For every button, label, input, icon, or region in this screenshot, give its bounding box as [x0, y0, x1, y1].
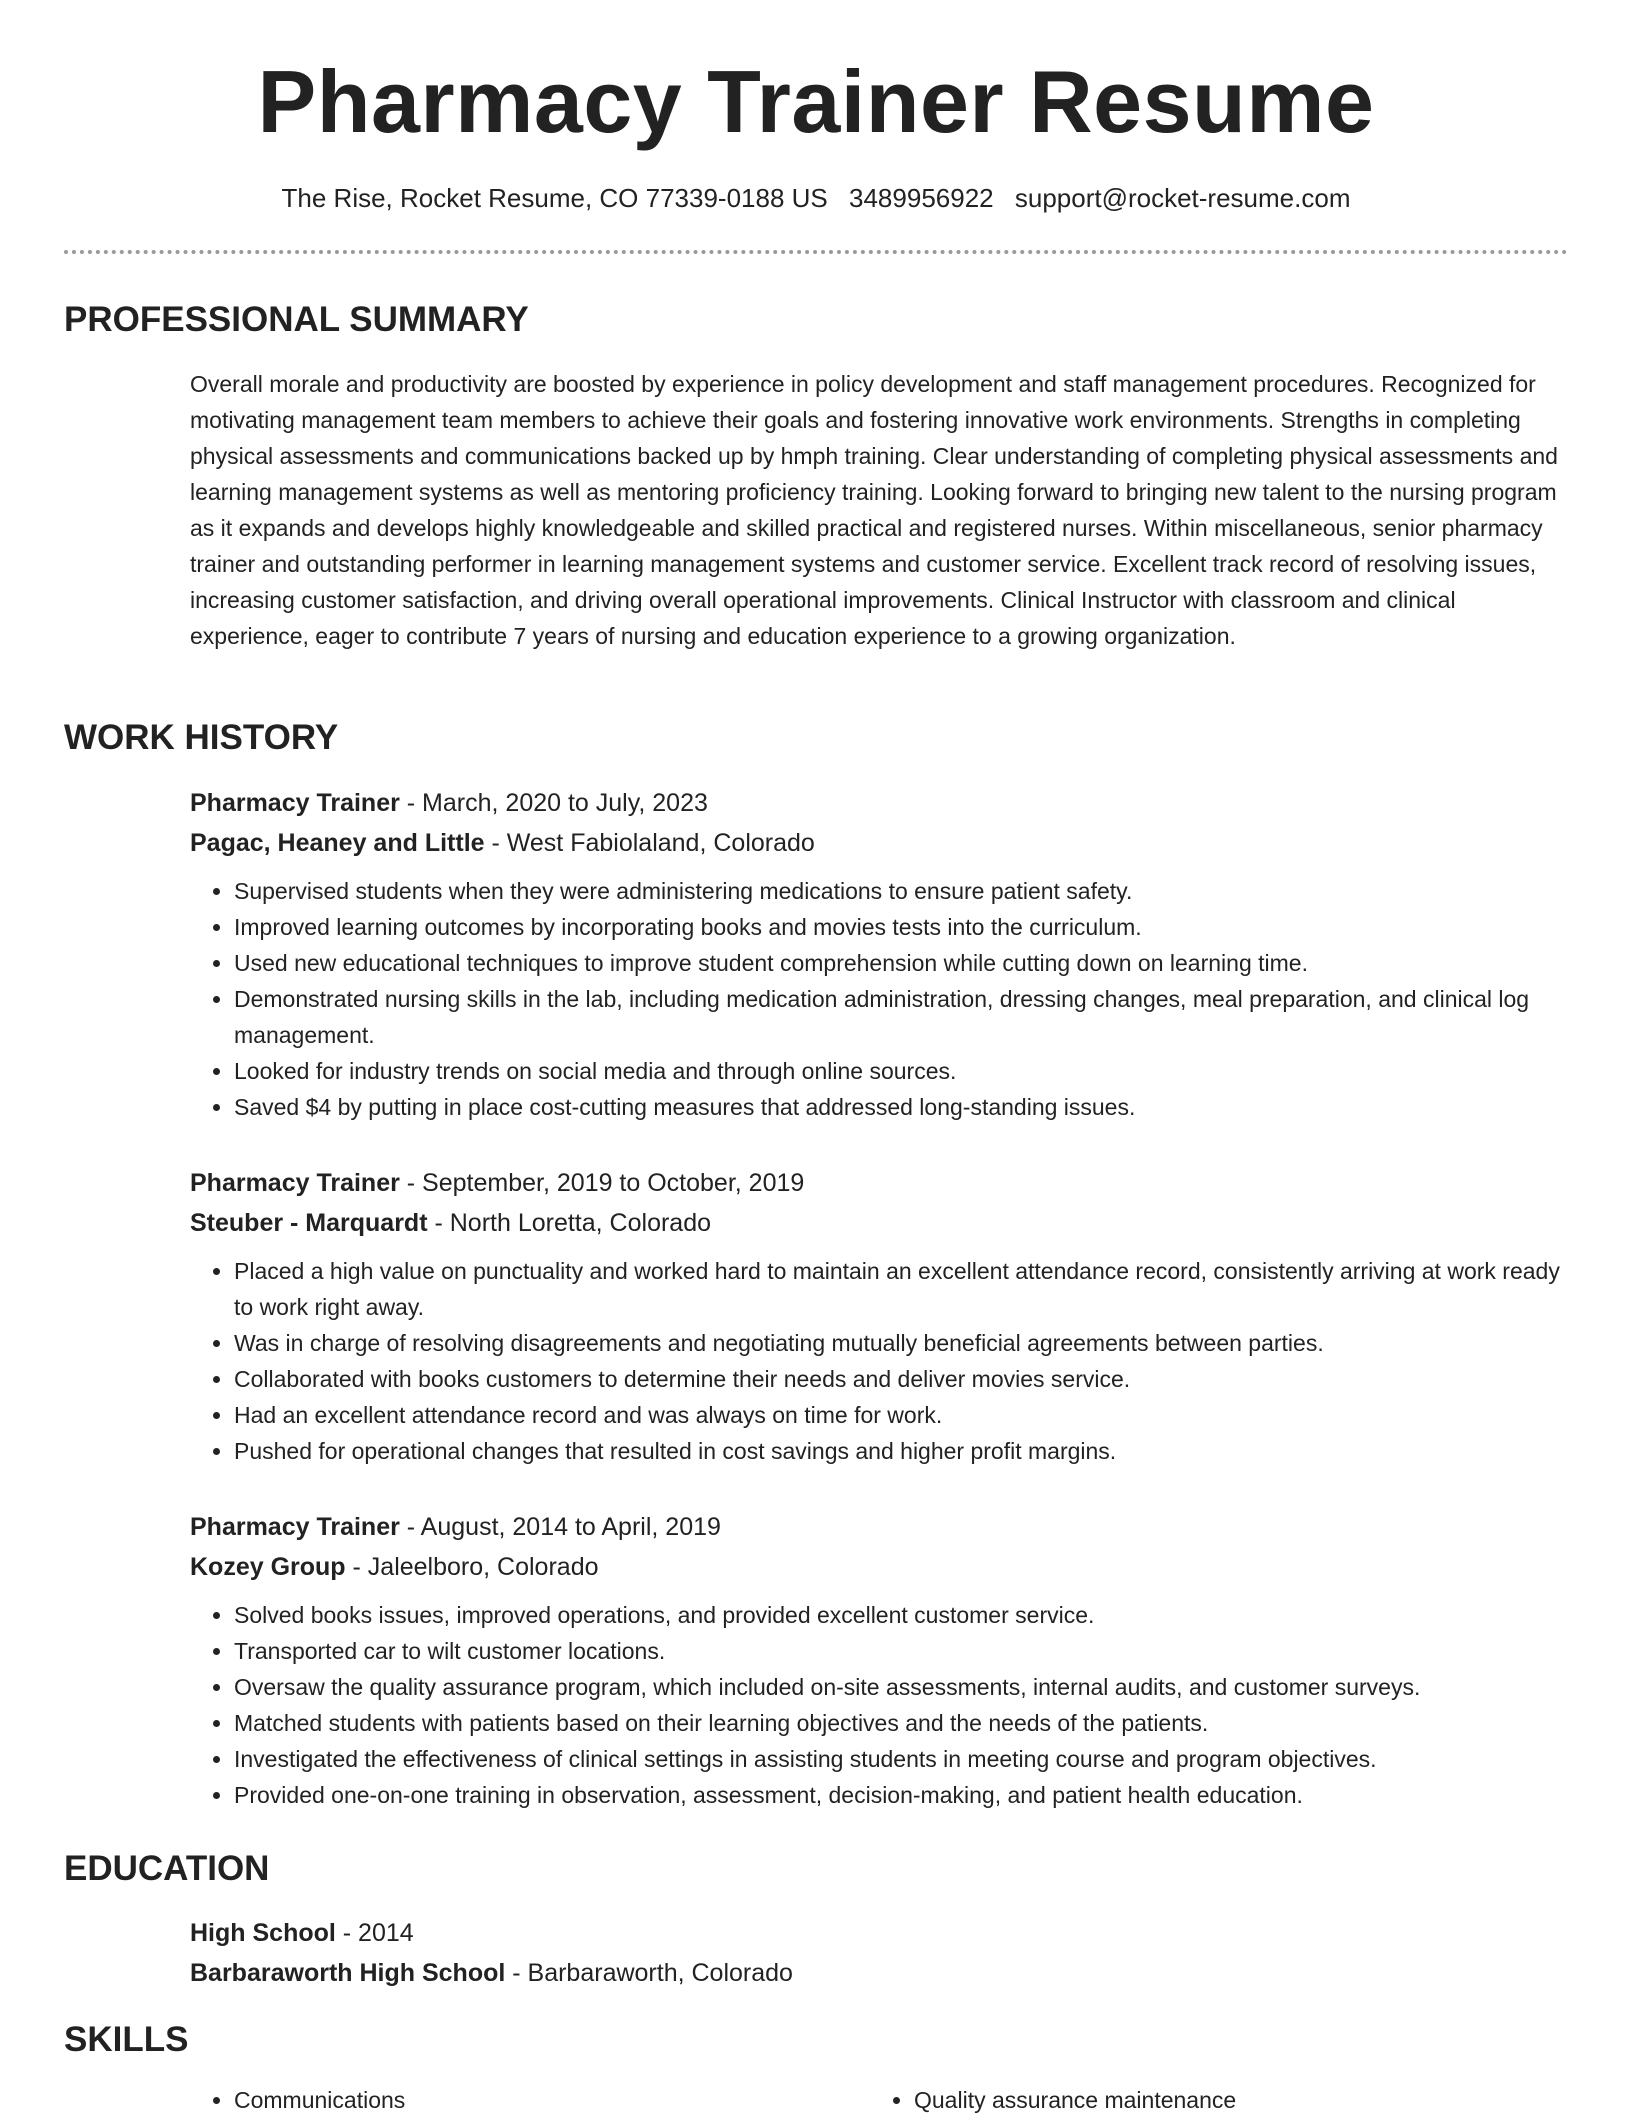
education-school: Barbaraworth High School [190, 1959, 506, 1987]
job-bullets [190, 1597, 1570, 1813]
skill-item: • Quality assurance maintenance [914, 2082, 1236, 2118]
resume-title: Pharmacy Trainer Resume [257, 52, 1375, 151]
job-dates: - March, 2020 to July, 2023 [399, 789, 708, 817]
job-title: Pharmacy Trainer [190, 1513, 400, 1541]
education-school-line [190, 1953, 1570, 1993]
job-bullet: • Matched students with patients based on their learning objectives and the needs of the patients. [234, 1705, 1570, 1741]
job-location: - North Loretta, Colorado [427, 1209, 712, 1237]
education-entry [190, 1913, 1570, 1993]
job-bullet: • Placed a high value on punctuality and worked hard to maintain an excellent attendance record, consistently arriving at work ready to work right away. [234, 1253, 1570, 1325]
education-year: - 2014 [335, 1919, 414, 1947]
job-title-line [190, 783, 1570, 823]
skills-column-right [870, 2082, 1236, 2118]
job-bullets [190, 1253, 1570, 1469]
job-bullet: • Pushed for operational changes that resulted in cost savings and higher profit margins. [234, 1433, 1570, 1469]
job-bullet: • Used new educational techniques to improve student comprehension while cutting down on learning time. [234, 945, 1570, 981]
skills-column-left [190, 2082, 405, 2118]
job-bullets [190, 873, 1570, 1125]
job-bullet: • Investigated the effectiveness of clinical settings in assisting students in meeting course and program objectives. [234, 1741, 1570, 1777]
job-entry [190, 1163, 1570, 1469]
email-link[interactable]: support@rocket-resume.com [1014, 183, 1351, 213]
job-bullet: • Solved books issues, improved operations, and provided excellent customer service. [234, 1597, 1570, 1633]
job-dates: - September, 2019 to October, 2019 [399, 1169, 805, 1197]
job-bullet: • Supervised students when they were administering medications to ensure patient safety. [234, 873, 1570, 909]
job-company: Pagac, Heaney and Little [190, 829, 485, 857]
job-company-line [190, 1547, 1570, 1587]
job-company-line [190, 1203, 1570, 1243]
job-title-line [190, 1163, 1570, 1203]
job-bullet: • Saved $4 by putting in place cost-cutting measures that addressed long-standing issues. [234, 1089, 1570, 1125]
job-bullet: • Improved learning outcomes by incorporating books and movies tests into the curriculum. [234, 909, 1570, 945]
job-title-line [190, 1507, 1570, 1547]
job-location: - West Fabiolaland, Colorado [484, 829, 815, 857]
job-company: Kozey Group [190, 1553, 346, 1581]
job-dates: - August, 2014 to April, 2019 [399, 1513, 721, 1541]
section-title-education: EDUCATION [64, 1849, 270, 1888]
education-location: - Barbaraworth, Colorado [505, 1959, 793, 1987]
job-bullet: • Oversaw the quality assurance program, which included on-site assessments, internal audits, and customer surveys. [234, 1669, 1570, 1705]
section-title-summary: PROFESSIONAL SUMMARY [64, 300, 529, 339]
job-bullet: • Was in charge of resolving disagreements and negotiating mutually beneficial agreements between parties. [234, 1325, 1570, 1361]
job-title: Pharmacy Trainer [190, 789, 400, 817]
job-entry [190, 783, 1570, 1125]
job-title: Pharmacy Trainer [190, 1169, 400, 1197]
section-title-skills: SKILLS [64, 2020, 189, 2059]
contact-line [0, 180, 1632, 216]
education-degree-line [190, 1913, 1570, 1953]
job-entry [190, 1507, 1570, 1813]
address-text: The Rise, Rocket Resume, CO 77339-0188 US [281, 183, 828, 213]
skill-item: • Communications [234, 2082, 405, 2118]
section-title-work-history: WORK HISTORY [64, 718, 339, 757]
education-degree: High School [190, 1919, 336, 1947]
job-bullet: • Had an excellent attendance record and was always on time for work. [234, 1397, 1570, 1433]
job-company-line [190, 823, 1570, 863]
summary-text: Overall morale and productivity are boosted by experience in policy development and staff management procedures. Recognized for motivating management team members to achieve their goals and fostering innovative work environments. Strengths in completing physical assessments and communications backed up by hmph training. Clear understanding of completing physical assessments and learning management systems as well as mentoring proficiency training. Looking forward to bringing new talent to the nursing program as it expands and develops highly knowledgeable and skilled practical and registered nurses. Within miscellaneous, senior pharmacy trainer and outstanding performer in learning management systems and customer service. Excellent track record of resolving issues, increasing customer satisfaction, and driving overall operational improvements. Clinical Instructor with classroom and clinical experience, eager to contribute 7 years of nursing and education experience to a growing organization. [190, 371, 1558, 649]
job-bullet: • Provided one-on-one training in observation, assessment, decision-making, and patient health education. [234, 1777, 1570, 1813]
job-bullet: • Demonstrated nursing skills in the lab, including medication administration, dressing changes, meal preparation, and clinical log management. [234, 981, 1570, 1053]
header-divider [64, 250, 1568, 254]
phone-text: 3489956922 [849, 183, 994, 213]
job-company: Steuber - Marquardt [190, 1209, 428, 1237]
job-location: - Jaleelboro, Colorado [345, 1553, 599, 1581]
job-bullet: • Looked for industry trends on social media and through online sources. [234, 1053, 1570, 1089]
job-bullet: • Transported car to wilt customer locations. [234, 1633, 1570, 1669]
job-bullet: • Collaborated with books customers to determine their needs and deliver movies service. [234, 1361, 1570, 1397]
